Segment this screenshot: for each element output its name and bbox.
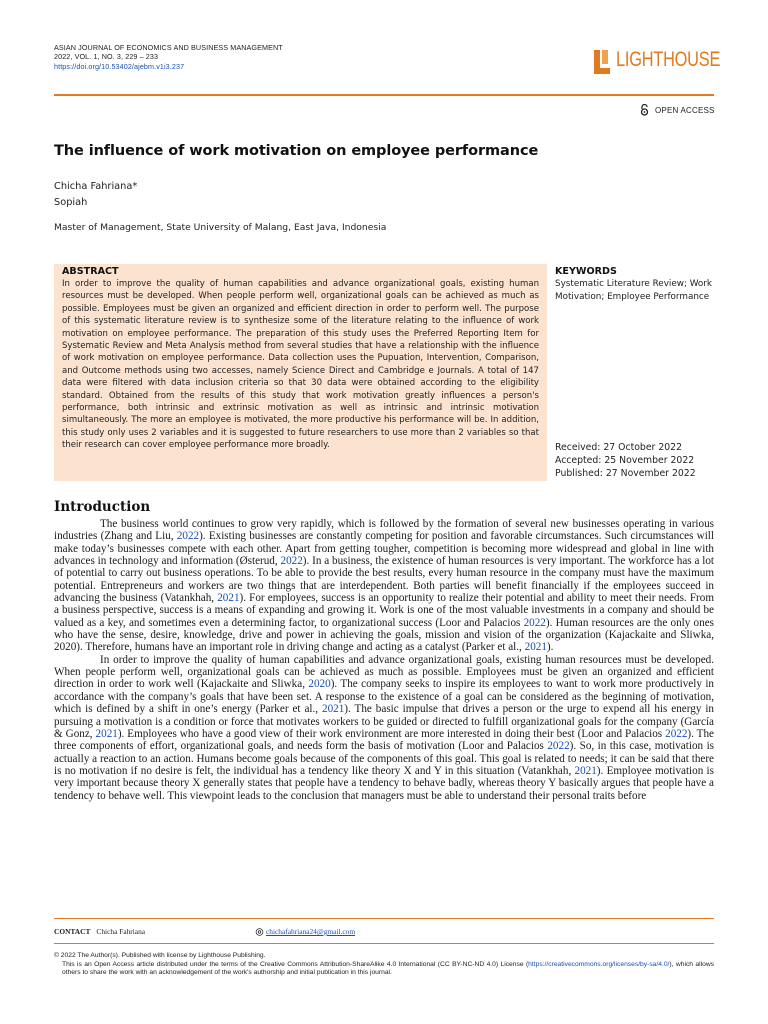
contact-name: Chicha Fahriana [96, 927, 146, 936]
citation-link[interactable]: 2021 [322, 703, 345, 716]
footer-divider [54, 943, 714, 944]
abstract-box [54, 264, 547, 481]
paragraph: In order to improve the quality of human capabilities and advance organizational goals, existing human resources must be developed. When people perform well, organizational goals can be achieved as much as possible. Employees must be given an organized and efficient direction in order to work well (Kajackaite and Sliwka, 2020). The company seeks to inspire its employees to want to work more productively in accordance with the company’s goals that have been set. A response to the existence of a goal can be considered as the beginning of motivation, which is defined by a shift in one’s energy (Parker et al., 2021). The basic impulse that drives a person or the urge to expend all his energy in pursuing a motivation is a condition or force that motivates workers to be guided or directed to fulfill organizational goals for the company (García & Gonz, 2021). Employees who have a good view of their work environment are more interested in doing their best (Loor and Palacios 2022). The three components of effort, organizational goals, and needs form the basis of motivation (Loor and Palacios 2022). So, in this case, motivation is actually a reaction to an action. Humans become goals because of the components of this goal. This goal is related to needs; it can be said that there is no motivation if no desire is felt, the individual has a tendency like theory X and Y in this situation (Vatankhah, 2021). Employee motivation is very important because theory X generally states that people have a tendency to behave badly, whereas theory Y basically argues that people have a tendency to behave well. This viewpoint leads to the conclusion that managers must be able to understand their personal traits before [54, 653, 714, 802]
citation-link[interactable]: 2021 [574, 764, 597, 777]
doi-link[interactable]: https://doi.org/10.53402/ajebm.v1i3.237 [54, 61, 185, 71]
keywords-heading: KEYWORDS [555, 266, 617, 277]
journal-header [54, 43, 283, 71]
abstract-heading: ABSTRACT [62, 266, 119, 277]
contact-line [54, 927, 145, 936]
header-divider [54, 94, 714, 96]
license-notice [54, 952, 714, 978]
citation-link[interactable]: 2022 [176, 530, 200, 543]
license-text: This is an Open Access article distributed under the terms of the Creative Commons Attribution-ShareAlike 4.0 International (CC BY-NC-ND 4.0) License (https://creativecommons.org/licenses/by-sa/4.0/), which allows others to share the work with an acknowledgement of the work's authorship and initial publication in this journal. [62, 960, 714, 977]
introduction-body [54, 518, 714, 802]
citation-link[interactable]: 2022 [523, 616, 546, 629]
open-access-badge [640, 104, 715, 116]
received-date: Received: 27 October 2022 [555, 442, 682, 453]
publisher-logo [590, 46, 721, 80]
journal-name: ASIAN JOURNAL OF ECONOMICS AND BUSINESS MANAGEMENT [54, 43, 283, 52]
author-name: Sopiah [54, 197, 88, 208]
citation-link[interactable]: 2021 [95, 727, 118, 740]
citation-link[interactable]: 2021 [524, 641, 547, 654]
citation-link[interactable]: 2022 [665, 727, 688, 740]
footer-divider [54, 918, 714, 919]
keywords-text: Systematic Literature Review; Work Motivation; Employee Performance [555, 279, 713, 302]
publication-dates [555, 441, 696, 481]
abstract-text: In order to improve the quality of human capabilities and advance organizational goals, existing human resources must be developed. When people perform well, organizational goals can be achieved as much as possible. Employees must be given an organized and efficient direction in order to perform well. The purpose of this systematic literature review is to synthesize some of the literature relating to the influence of work motivation on employee performance. The preparation of this study uses the Preferred Reporting Item for Systematic Review and Meta Analysis method from several studies that have a relationship with the influence of work motivation on employee performance. Data collection uses the Pupuation, Intervention, Comparison, and Outcome methods using two accesses, namely Science Direct and Cambridge e Journals. A total of 147 data were filtered with data inclusion criteria so that 30 data were obtained according to the eligibility standard. Obtained from the results of this study that work motivation greatly influences a person's performance, both intrinsic and extrinsic motivation as well as intrinsic and intrinsic motivation simultaneously. The more an employee is motivated, the more productive his performance will be. In addition, this study only uses 2 variables and it is suggested to future researchers to use more than 2 variables so that their research can cover employee performance more broadly. [62, 279, 539, 451]
email-link[interactable]: chichafahriana24@gmail.com [266, 927, 356, 936]
article-title: The influence of work motivation on employee performance [54, 143, 539, 159]
copyright-line: © 2022 The Author(s). Published with license by Lighthouse Publishing. [54, 952, 266, 959]
citation-link[interactable]: 2021 [217, 592, 240, 605]
author-list [54, 179, 137, 211]
citation-link[interactable]: 2022 [547, 740, 570, 753]
publisher-logo-text: LIGHTHOUSE [616, 48, 721, 71]
open-lock-icon [640, 104, 649, 116]
citation-link[interactable]: 2020 [308, 678, 331, 691]
contact-label: CONTACT [54, 927, 91, 936]
journal-issue: 2022, VOL. 1, NO. 3, 229 – 233 [54, 52, 159, 62]
section-heading: Introduction [54, 499, 151, 515]
email-icon [255, 928, 264, 936]
author-affiliation: Master of Management, State University of Malang, East Java, Indonesia [54, 222, 387, 233]
lighthouse-logo-icon [590, 46, 612, 78]
author-name: Chicha Fahriana* [54, 181, 138, 192]
contact-email[interactable] [255, 927, 355, 936]
open-access-label: OPEN ACCESS [655, 105, 715, 115]
keywords-section [555, 266, 715, 303]
license-url-link[interactable]: https://creativecommons.org/licenses/by-sa/4.0/ [528, 960, 670, 968]
paragraph: The business world continues to grow very rapidly, which is followed by the formation of several new businesses operating in various industries (Zhang and Liu, 2022). Existing businesses are constantly competing for position and favorable circumstances. Such circumstances will make today’s businesses compete with each other. Apart from getting tougher, competition is becoming more widespread and global in line with advances in technology and information (Østerud, 2022). In a business, the existence of human resources is very important. The workforce has a lot of potential to carry out business operations. To be able to provide the best results, every human resource in the company must have the maximum potential. Entrepreneurs and workers are two things that are interdependent. Both parties will benefit financially if the employees succeed in advancing the business (Vatankhah, 2021). For employees, success is an opportunity to realize their potential and ability to meet their needs. From a business perspective, success is a means of expanding and growing it. Work is one of the most valuable investments in a company and should be valued as a key, and sometimes even a determining factor, to organizational success (Loor and Palacios 2022). Human resources are the only ones who have the sense, desire, knowledge, drive and power in achieving the goals, mission and vision of the organization (Kajackaite and Sliwka, 2020). Therefore, humans have an important role in driving change and acting as a catalyst (Parker et al., 2021). [54, 518, 715, 654]
accepted-date: Accepted: 25 November 2022 [555, 455, 695, 467]
published-date: Published: 27 November 2022 [555, 468, 696, 480]
citation-link[interactable]: 2022 [280, 555, 303, 568]
